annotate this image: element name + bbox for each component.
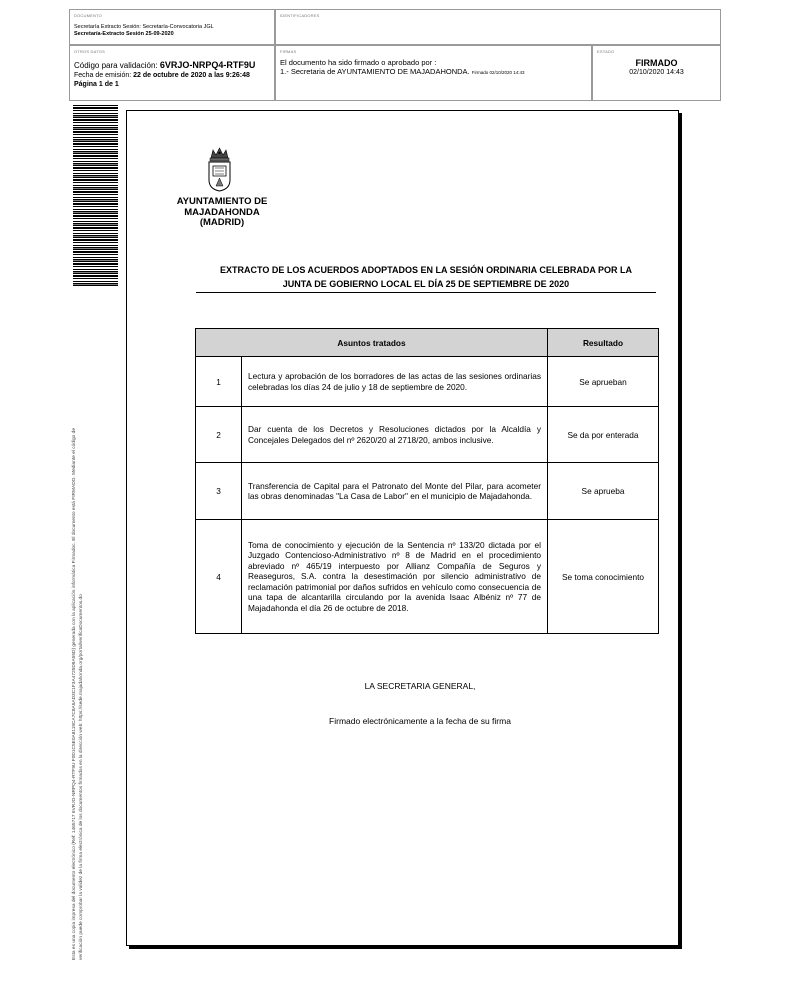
fecha-label: Fecha de emisión: xyxy=(74,72,132,79)
org-line3: (MADRID) xyxy=(199,217,245,228)
org-line2: MAJADAHONDA xyxy=(184,206,260,218)
row-result: Se toma conocimiento xyxy=(548,520,659,634)
header-identificadores-box xyxy=(275,9,721,45)
row-text: Toma de conocimiento y ejecución de la Sentencia nº 133/20 dictada por el Juzgado Contencioso-Administrativo nº 8 de Madrid en el procedimiento abreviado nº 465/19 interpuesto por Allianz Compañía de Seguros y Reaseguros, S.A. contra la desestimación por silencio administrativo de reclamación patrimonial por daños sufridos en vehículo como consecuencia de una tapa de alcantarilla circulando por la avenida Isaac Albéniz nº 77 de Majadahonda el día 26 de octubre de 2018. xyxy=(242,520,548,634)
table-header-row xyxy=(196,329,659,357)
barcode-image xyxy=(73,105,118,287)
row-text: Lectura y aprobación de los borradores de las actas de las sesiones ordinarias celebradas los días 24 de julio y 18 de septiembre de 2020. xyxy=(242,357,548,407)
firmas-line2-small: Firmado 02/10/2020 14:43 xyxy=(471,70,525,75)
pagina-label: Página 1 de 1 xyxy=(74,81,119,88)
table-row xyxy=(196,357,659,407)
row-text: Transferencia de Capital para el Patronato del Monte del Pilar, para acometer las obras denominadas "La Casa de Labor" en el municipio de Majadahonda. xyxy=(242,463,548,520)
row-result: Se aprueba xyxy=(548,463,659,520)
header-estado-box xyxy=(592,45,721,101)
firmas-line2: 1.- Secretaria de AYUNTAMIENTO DE MAJADAHONDA. xyxy=(280,67,470,76)
row-result: Se aprueban xyxy=(548,357,659,407)
row-number: 1 xyxy=(196,357,242,407)
header-otros-datos-box xyxy=(69,45,275,101)
fecha-value: 22 de octubre de 2020 a las 9:26:48 xyxy=(133,72,250,79)
row-number: 4 xyxy=(196,520,242,634)
codigo-value: 6VRJO-NRPQ4-RTF9U xyxy=(159,60,256,70)
header-firmas-box xyxy=(275,45,592,101)
otros-datos-label: OTROS DATOS xyxy=(74,49,105,54)
organization-name xyxy=(160,197,284,229)
table-row xyxy=(196,407,659,463)
row-result: Se da por enterada xyxy=(548,407,659,463)
row-number: 2 xyxy=(196,407,242,463)
org-line1: AYUNTAMIENTO DE xyxy=(176,196,268,207)
document-title xyxy=(196,263,656,293)
documento-label: DOCUMENTO xyxy=(74,13,102,18)
identificadores-label: IDENTIFICADORES xyxy=(280,13,320,18)
agreements-table xyxy=(195,328,659,634)
side-verification-text xyxy=(72,310,85,960)
title-line2: JUNTA DE GOBIERNO LOCAL EL DÍA 25 DE SEPTIEMBRE DE 2020 xyxy=(282,279,570,289)
table-row xyxy=(196,520,659,634)
col-asuntos-header: Asuntos tratados xyxy=(196,329,548,357)
row-text: Dar cuenta de los Decretos y Resoluciones dictados por la Alcaldía y Concejales Delegados del nº 2620/20 al 2718/20, ambos inclusive. xyxy=(242,407,548,463)
side-text-line2: verificación puede comprobar la validez de la firma electrónica de los documentos firmados en la dirección web: https://sede.majadahonda.org/portal/verificaDocumentos.do xyxy=(78,594,84,960)
documento-line2: Secretaría-Extracto Sesión 25-09-2020 xyxy=(74,31,174,37)
header-documento-box xyxy=(69,9,275,45)
side-text-line1: Esta es una copia impresa del documento electrónico (Ref: 1465717 6VRJO-NRPQ4-RTF9U F0D1C5E0A8119CA7C8A5AD3C1F3A4725D9A55D) generada con la aplicación informática Firmadoc. El documento está FIRMADO. Mediante el código de xyxy=(72,427,77,960)
firmas-line1: El documento ha sido firmado o aprobado por : xyxy=(280,58,437,67)
table-row xyxy=(196,463,659,520)
row-number: 3 xyxy=(196,463,242,520)
codigo-label: Código para validación: xyxy=(74,61,158,70)
electronic-signature-note: Firmado electrónicamente a la fecha de su firma xyxy=(329,716,511,726)
col-resultado-header: Resultado xyxy=(548,329,659,357)
coat-of-arms-icon xyxy=(205,146,234,192)
secretaria-signature-label: LA SECRETARIA GENERAL, xyxy=(364,681,476,691)
firmas-label: FIRMAS xyxy=(280,49,297,54)
estado-date: 02/10/2020 14:43 xyxy=(629,69,684,76)
estado-label: ESTADO xyxy=(597,49,615,54)
title-line1: EXTRACTO DE LOS ACUERDOS ADOPTADOS EN LA SESIÓN ORDINARIA CELEBRADA POR LA xyxy=(219,265,633,275)
estado-value: FIRMADO xyxy=(635,58,678,68)
documento-line1: Secretaría Extracto Sesión: Secretaría-Convocatoria JGL xyxy=(74,24,214,30)
